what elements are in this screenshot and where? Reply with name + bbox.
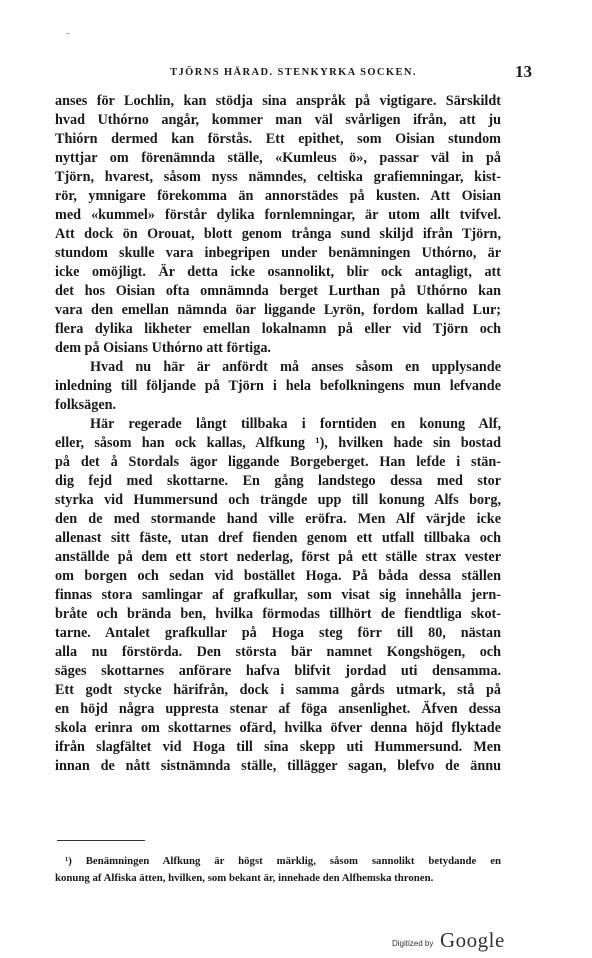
page-number: 13: [515, 62, 532, 81]
stray-mark: -: [66, 28, 70, 39]
running-head-title: TJÖRNS HÄRAD. STENKYRKA SOCKEN.: [170, 67, 417, 78]
text-line: alla nu förstörda. Den största bär namnet Kongshögen, och: [55, 644, 501, 660]
digitized-label: Digitized by: [392, 939, 434, 948]
text-line: anställde på dem ett stort nederlag, först på ett ställe strax vester: [55, 549, 501, 565]
text-line: anses för Lochlin, kan stödja sina anspråk på vigtigare. Särskildt: [55, 93, 501, 109]
text-line: Här regerade långt tillbaka i forntiden en konung Alf,: [90, 416, 501, 432]
text-line: nyttjar om förenämnda ställe, «Kumleus ö», passar väl in på: [55, 150, 501, 166]
text-line: Thiórn dermed kan förstås. Ett epithet, som Oisian stundom: [55, 131, 501, 147]
text-line: icke omöjligt. Är detta icke osannolikt, blir ock antagligt, att: [55, 264, 501, 280]
running-head: [55, 62, 532, 84]
footnote: [55, 853, 501, 887]
text-line: stundom skulle vara inbegripen under benämningen Uthórno, är: [55, 245, 501, 261]
digitized-by-watermark: [392, 930, 522, 958]
text-line: Ett godt stycke härifrån, dock i samma gårds utmark, stå på: [55, 682, 501, 698]
footnote-line: ¹) Benämningen Alfkung är högst märklig, såsom sannolikt betydande en: [65, 855, 501, 867]
text-line: med «kummel» förstår dylika fornlemningar, är utom allt tvifvel.: [55, 207, 501, 223]
text-line: Tjörn, hvarest, såsom nyss nämndes, celtiska grafiemningar, kist-: [55, 169, 501, 185]
text-line: eller, såsom han ock kallas, Alfkung ¹), hvilken hade sin bostad: [55, 435, 501, 451]
text-line: en höjd några uppresta stenar af föga ansenlighet. Äfven dessa: [55, 701, 501, 717]
text-line: hvad Uthórno angår, kommer man väl svårligen ifrån, att ju: [55, 112, 501, 128]
google-logo: Google: [440, 928, 505, 952]
text-line: det hos Oisian ofta omnämnda berget Lurthan på Uthórno kan: [55, 283, 501, 299]
text-line: styrka vid Hummersund och trängde upp till konung Alfs borg,: [55, 492, 501, 508]
text-line: rör, ymnigare förekomma än annorstädes på kusten. Att Oisian: [55, 188, 501, 204]
text-line: på det å Stordals ägor liggande Borgeberget. Han lefde i stän-: [55, 454, 501, 470]
text-line: folksägen.: [55, 397, 117, 413]
text-line: tarne. Antalet grafkullar på Hoga steg förr till 80, nästan: [55, 625, 501, 641]
text-line: flera dylika likheter emellan lokalnamn på eller vid Tjörn och: [55, 321, 501, 337]
text-line: allenast sitt fäste, utan dref fienden genom ett utfall tillbaka och: [55, 530, 501, 546]
text-line: dem på Oisians Uthórno att förtiga.: [55, 340, 271, 356]
text-line: skola erinra om skottarnes ofärd, hvilka öfver denna höjd flyktade: [55, 720, 501, 736]
text-line: säges skottarnes anförare hafva blifvit jordad uti densamma.: [55, 663, 501, 679]
text-line: den de med stormande hand ville eröfra. Men Alf värjde icke: [55, 511, 501, 527]
text-line: Att dock ön Orouat, blott genom trånga sund skiljd ifrån Tjörn,: [55, 226, 501, 242]
body-text: [55, 92, 501, 776]
text-line: finnas stora samlingar af grafkullar, som visat sig innehålla jern-: [55, 587, 501, 603]
text-line: innan de nått sistnämnda ställe, tillägger sagan, blefvo de ännu: [55, 758, 501, 774]
text-line: dig fejd med skottarne. En gång landstego dessa med stor: [55, 473, 501, 489]
text-line: om borgen och sedan vid bostället Hoga. På båda dessa ställen: [55, 568, 501, 584]
text-line: Hvad nu här är anfördt må anses såsom en upplysande: [90, 359, 501, 375]
text-line: ifrån slagfältet vid Hoga till sina skepp uti Hummersund. Men: [55, 739, 501, 755]
text-line: vara den emellan nämnda öar liggande Lyrön, fordom kallad Lur;: [55, 302, 501, 318]
text-line: bråte och brända ben, hvilka förmodas tillhört de fiendtliga skot-: [55, 606, 501, 622]
footnote-rule: [57, 840, 145, 841]
text-line: inledning till följande på Tjörn i hela befolkningens mun lefvande: [55, 378, 501, 394]
footnote-line: konung af Alfiska ätten, hvilken, som bekant är, innehade den Alfhemska thronen.: [55, 872, 434, 884]
